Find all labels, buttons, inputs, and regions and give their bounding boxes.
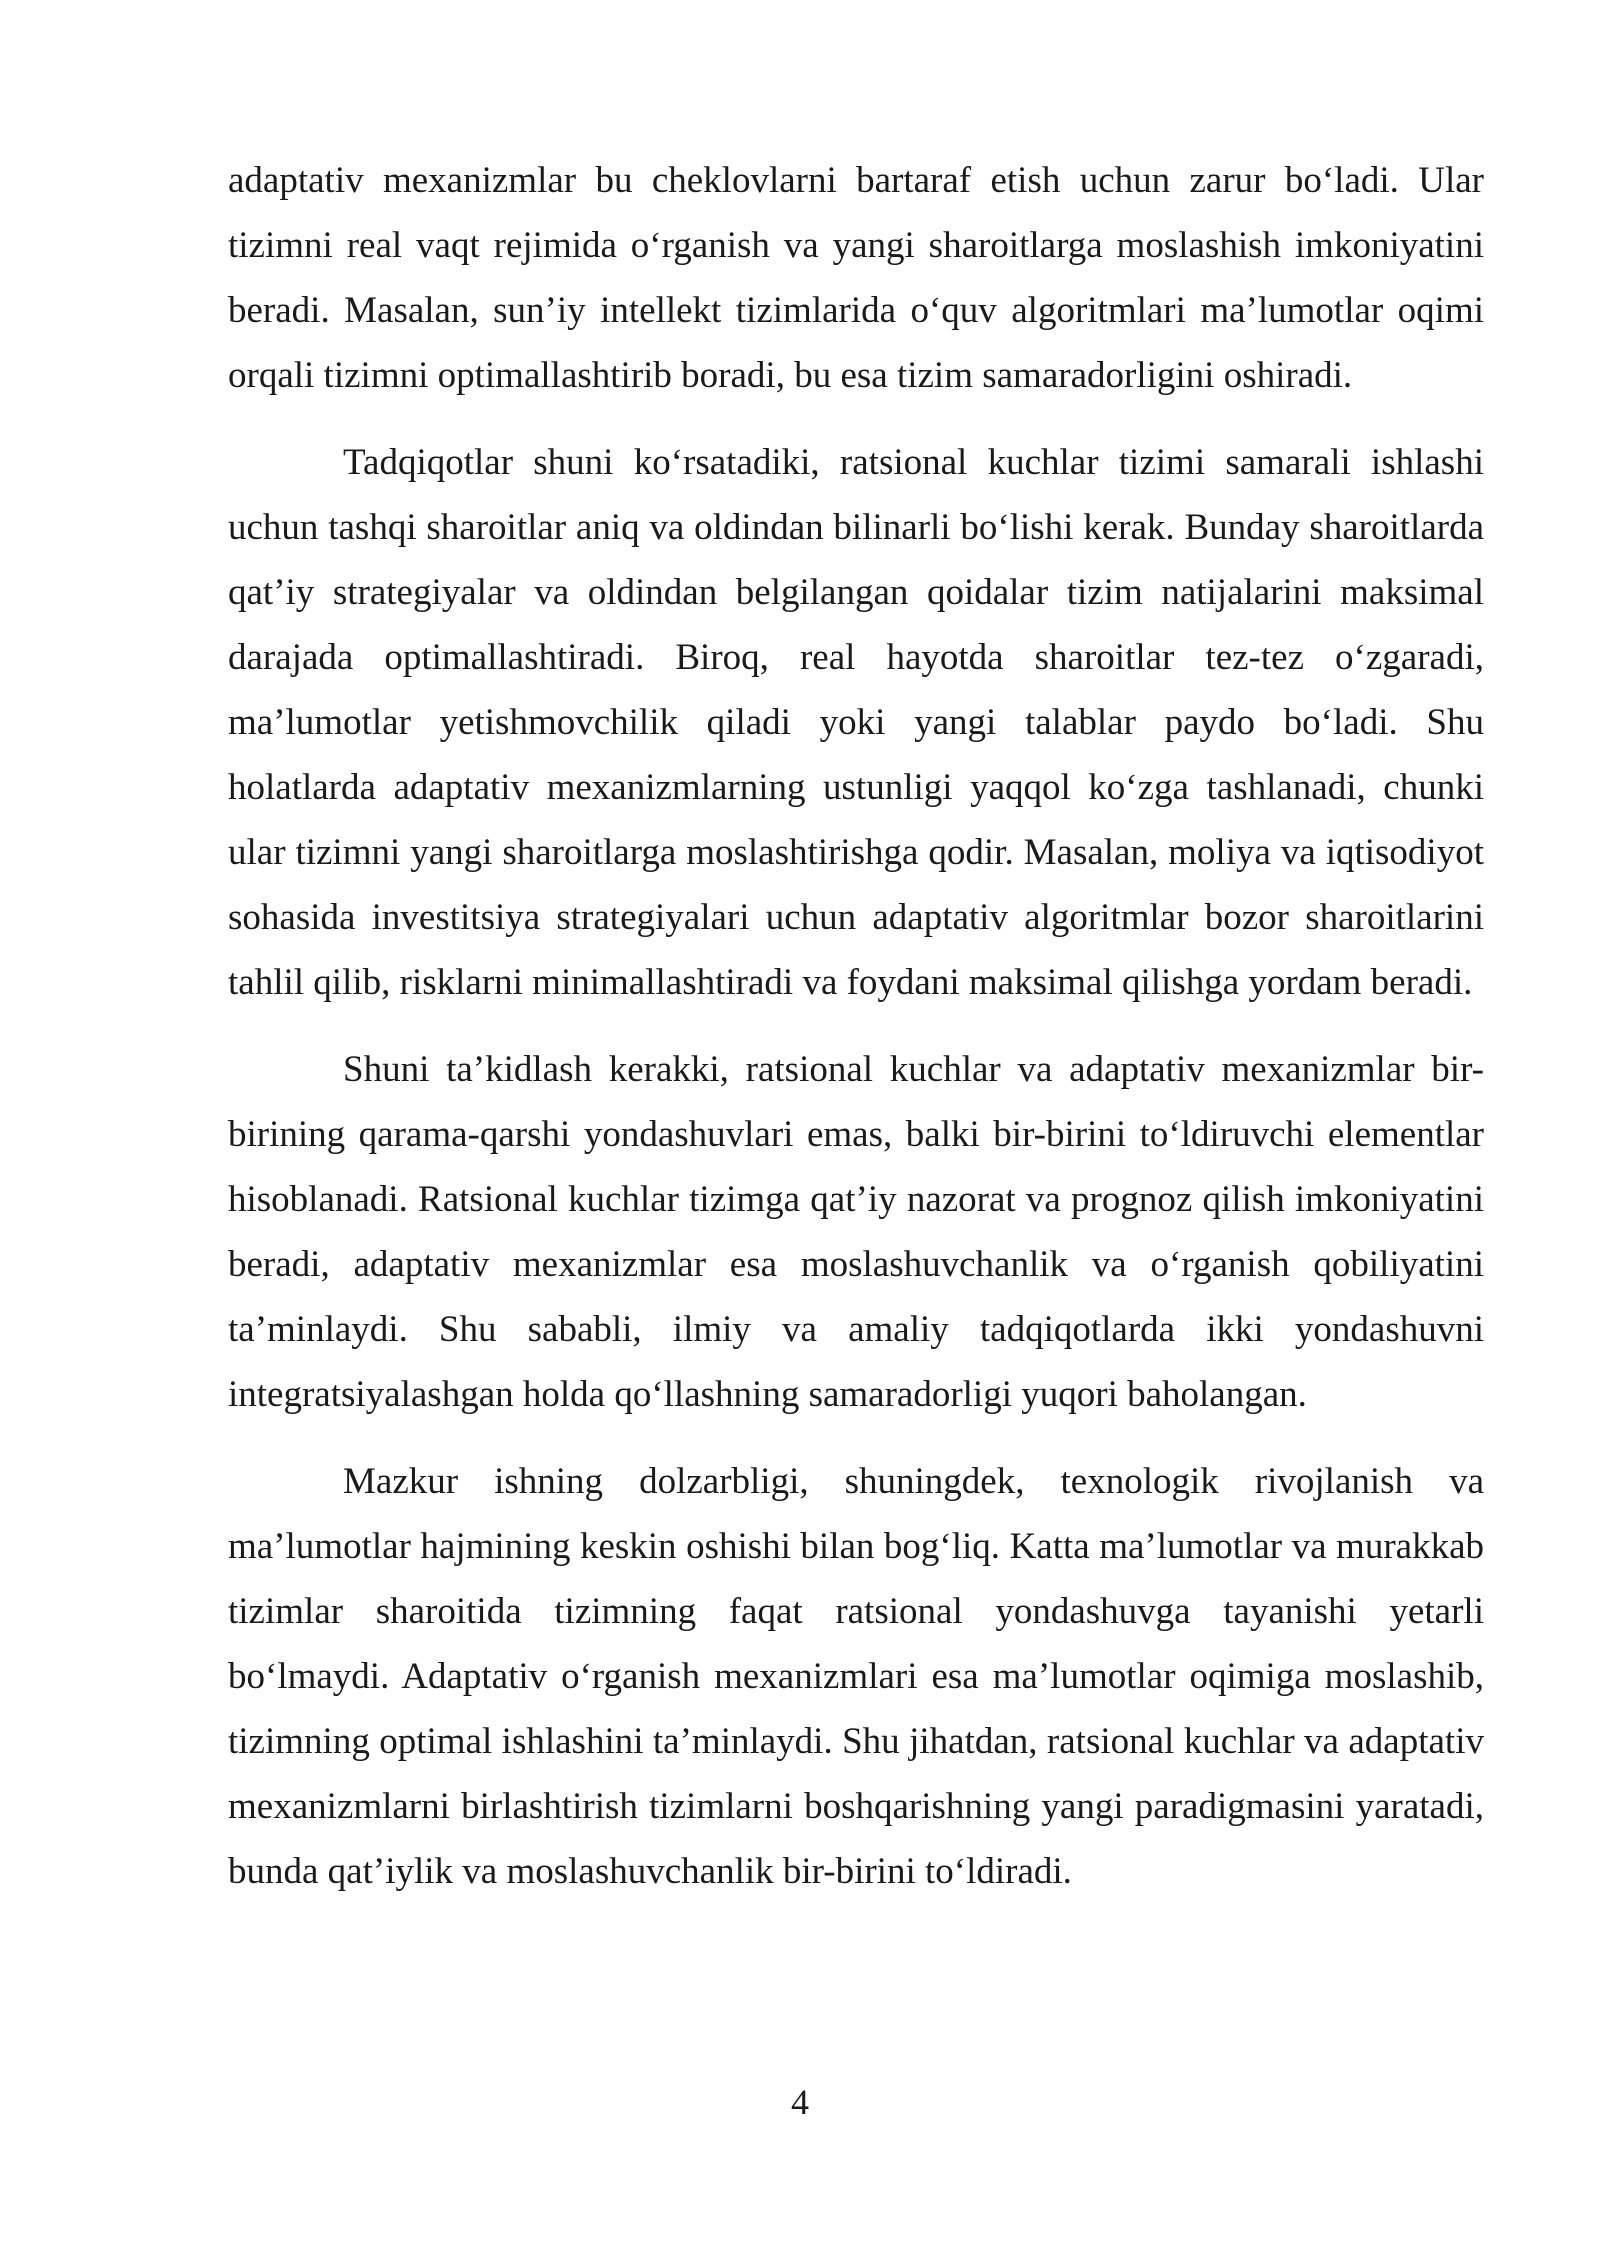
- page-number: 4: [791, 2082, 809, 2122]
- paragraph-continuation: adaptativ mexanizmlar bu cheklovlarni bartaraf etish uchun zarur bo‘ladi. Ular tizimni real vaqt rejimida o‘rganish va yangi sharoitlarga moslashish imkoniyatini beradi. Masalan, sun’iy intellekt tizimlarida o‘quv algoritmlari ma’lumotlar oqimi orqali tizimni optimallashtirib boradi, bu esa tizim samaradorligini oshiradi.: [228, 160, 1484, 396]
- paragraph-relevance: Mazkur ishning dolzarbligi, shuningdek, texnologik rivojlanish va ma’lumotlar hajmining keskin oshishi bilan bog‘liq. Katta ma’lumotlar va murakkab tizimlar sharoitida tizimning faqat ratsional yondashuvga tayanishi yetarli bo‘lmaydi. Adaptativ o‘rganish mexanizmlari esa ma’lumotlar oqimiga moslashib, tizimning optimal ishlashini ta’minlaydi. Shu jihatdan, ratsional kuchlar va adaptativ mexanizmlarni birlashtirish tizimlarni boshqarishning yangi paradigmasini yaratadi, bunda qat’iylik va moslashuvchanlik bir-birini to‘ldiradi.: [228, 1461, 1484, 1892]
- paragraph-research: Tadqiqotlar shuni ko‘rsatadiki, ratsional kuchlar tizimi samarali ishlashi uchun tashqi sharoitlar aniq va oldindan bilinarli bo‘lishi kerak. Bunday sharoitlarda qat’iy strategiyalar va oldindan belgilangan qoidalar tizim natijalarini maksimal darajada optimallashtiradi. Biroq, real hayotda sharoitlar tez-tez o‘zgaradi, ma’lumotlar yetishmovchilik qiladi yoki yangi talablar paydo bo‘ladi. Shu holatlarda adaptativ mexanizmlarning ustunligi yaqqol ko‘zga tashlanadi, chunki ular tizimni yangi sharoitlarga moslashtirishga qodir. Masalan, moliya va iqtisodiyot sohasida investitsiya strategiyalari uchun adaptativ algoritmlar bozor sharoitlarini tahlil qilib, risklarni minimallashtiradi va foydani maksimal qilishga yordam beradi.: [228, 442, 1484, 1003]
- body-text: [228, 148, 1484, 1926]
- paragraph-complementary: Shuni ta’kidlash kerakki, ratsional kuchlar va adaptativ mexanizmlar bir-birining qarama-qarshi yondashuvlari emas, balki bir-birini to‘ldiruvchi elementlar hisoblanadi. Ratsional kuchlar tizimga qat’iy nazorat va prognoz qilish imkoniyatini beradi, adaptativ mexanizmlar esa moslashuvchanlik va o‘rganish qobiliyatini ta’minlaydi. Shu sababli, ilmiy va amaliy tadqiqotlarda ikki yondashuvni integratsiyalashgan holda qo‘llashning samaradorligi yuqori baholangan.: [228, 1049, 1484, 1415]
